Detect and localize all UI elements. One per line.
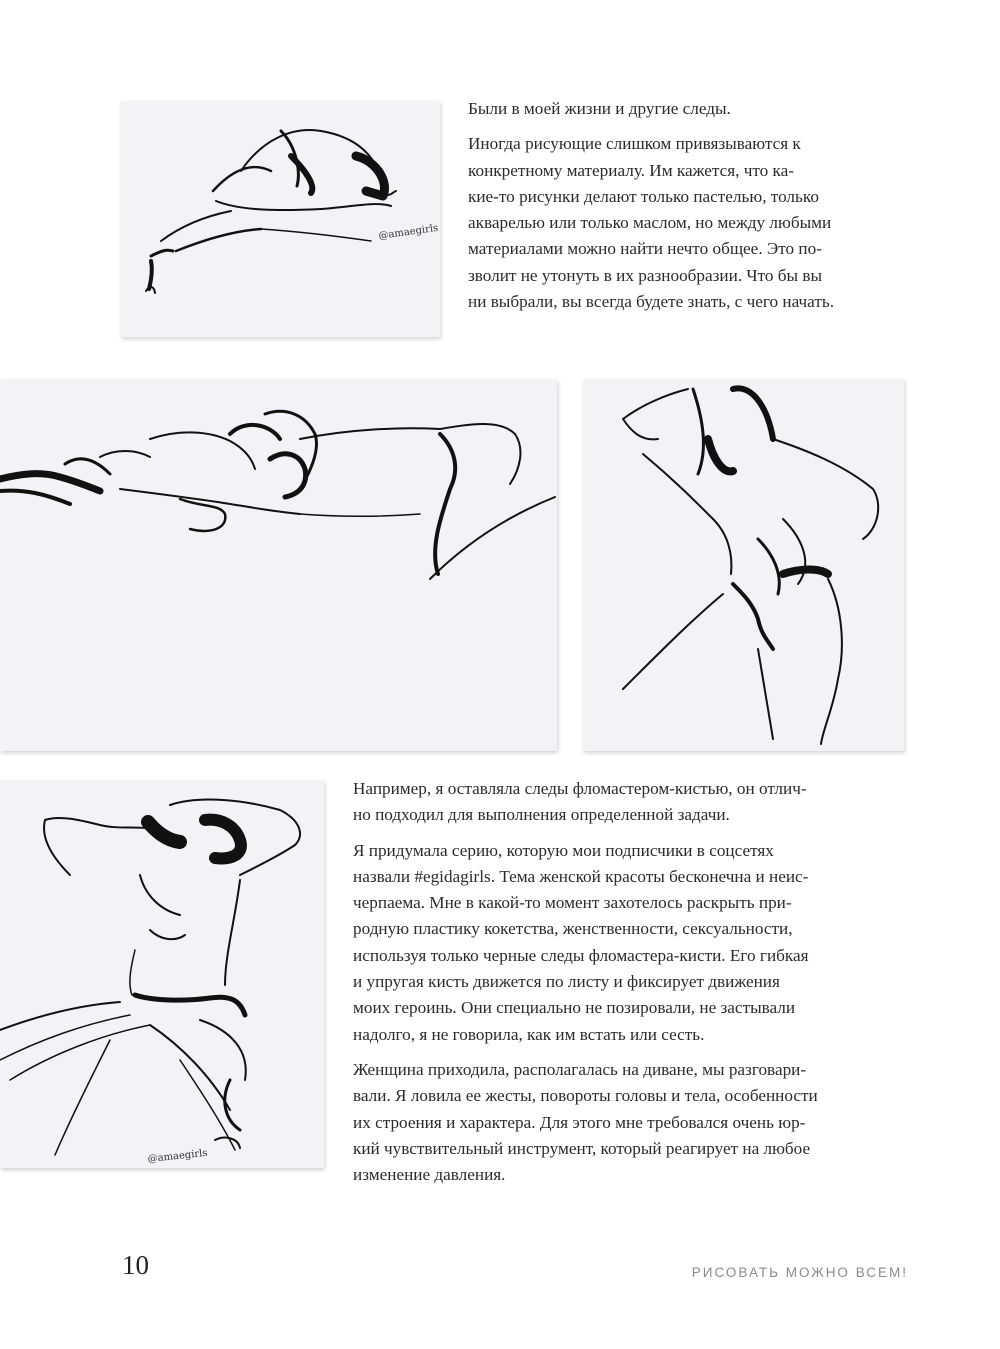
sketch-standing-figure — [583, 379, 904, 751]
sketch-drawing — [121, 101, 440, 337]
sketch-drawing — [0, 379, 557, 751]
sketch-seated-figure — [0, 780, 324, 1168]
signature: @amaegirls — [147, 1147, 209, 1165]
sketch-reclining-figure-small — [121, 101, 440, 337]
paragraph: Например, я оставляла следы фломастером-кистью, он отлич- но подходил для выполнения определенной задачи. — [353, 779, 807, 825]
signature: @amaegirls — [377, 222, 439, 242]
running-title: РИСОВАТЬ МОЖНО ВСЕМ! — [691, 1265, 908, 1280]
text-block-bottom — [353, 776, 913, 1197]
paragraph: Женщина приходила, располагалась на диване, мы разговари- вали. Я ловила ее жесты, повороты головы и тела, особенности их строения и характера. Для этого мне требовался очень юр- кий чувствительный инструмент, который реагирует на любое изменение давления. — [353, 1059, 818, 1185]
paragraph: Иногда рисующие слишком привязываются к конкретному материалу. Им кажется, что ка- кие-то рисунки делают только пастелью, только акварелью или только маслом, но между любыми материалами можно найти нечто общее. Это по- зволит не утонуть в их разнообразии. Что бы вы ни выбрали, вы всегда будете знать, с чего начать. — [468, 134, 834, 312]
sketch-drawing — [583, 379, 904, 751]
paragraph: Были в моей жизни и другие следы. — [468, 99, 731, 118]
page-number: 10 — [122, 1250, 149, 1280]
sketch-reclining-figure-large — [0, 379, 557, 751]
paragraph: Я придумала серию, которую мои подписчики в соцсетях назвали #egidagirls. Тема женской красоты бесконечна и неис- черпаема. Мне в какой-то момент захотелось раскрыть при- родную пластику кокетства, женственности, сексуальности, используя только черные следы фломастера-кисти. Его гибкая и упругая кисть движется по листу и фиксирует движения моих героинь. Они специально не позировали, не застывали надолго, я не говорила, как им встать или сесть. — [353, 840, 809, 1044]
text-block-top — [468, 96, 918, 324]
sketch-drawing — [0, 780, 324, 1168]
